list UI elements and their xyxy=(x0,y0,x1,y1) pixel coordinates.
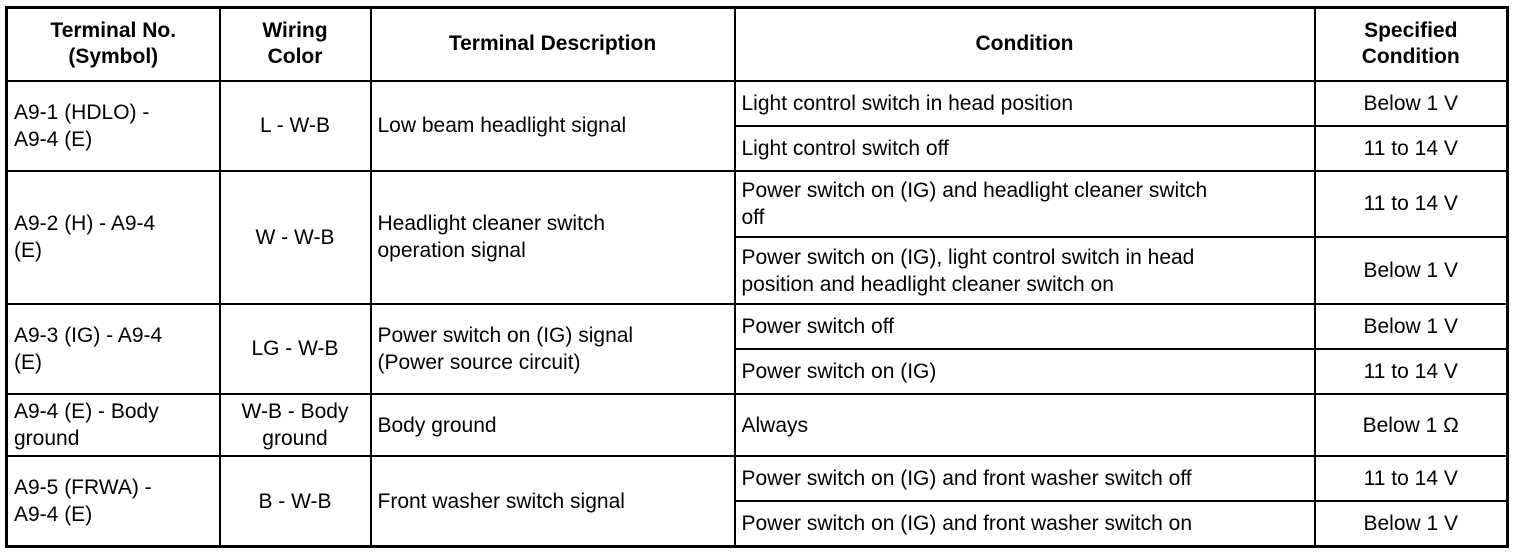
header-specified-line2: Condition xyxy=(1361,45,1460,69)
terminal-cell xyxy=(7,456,220,546)
condition-line1: Power switch on (IG), light control switch in head xyxy=(741,245,1195,269)
specified-cell: Below 1 Ω xyxy=(1315,394,1508,456)
specified-cell: Below 1 V xyxy=(1315,304,1508,349)
wiring-cell: W - W-B xyxy=(220,171,371,304)
condition-cell: Light control switch in head position xyxy=(735,81,1315,126)
wiring-line1: W-B - Body xyxy=(241,400,349,424)
terminal-line1: A9-2 (H) - A9-4 xyxy=(14,212,156,236)
specified-cell: Below 1 V xyxy=(1315,81,1508,126)
header-description: Terminal Description xyxy=(371,8,735,81)
terminal-line2: (E) xyxy=(14,239,42,263)
header-terminal-line1: Terminal No. xyxy=(50,19,177,43)
header-terminal-line2: (Symbol) xyxy=(68,45,159,69)
condition-cell: Power switch on (IG) xyxy=(735,349,1315,394)
terminal-spec-table xyxy=(5,6,1509,548)
condition-cell: Power switch on (IG) and front washer switch off xyxy=(735,456,1315,501)
description-cell xyxy=(371,171,735,304)
terminal-line2: A9-4 (E) xyxy=(14,503,93,527)
condition-cell: Always xyxy=(735,394,1315,456)
description-cell: Front washer switch signal xyxy=(371,456,735,546)
header-specified-line1: Specified xyxy=(1364,19,1458,43)
condition-cell: Power switch on (IG) and front washer switch on xyxy=(735,501,1315,546)
terminal-line1: A9-3 (IG) - A9-4 xyxy=(14,323,163,347)
description-line1: Power switch on (IG) signal xyxy=(377,323,634,347)
specified-cell: 11 to 14 V xyxy=(1315,126,1508,171)
condition-line1: Power switch on (IG) and headlight cleaner switch xyxy=(741,178,1208,202)
specified-cell: 11 to 14 V xyxy=(1315,171,1508,238)
wiring-line2: ground xyxy=(262,427,328,451)
description-cell: Low beam headlight signal xyxy=(371,81,735,171)
wiring-cell: L - W-B xyxy=(220,81,371,171)
condition-line2: off xyxy=(741,205,765,229)
table-row xyxy=(7,304,1508,349)
condition-cell: Light control switch off xyxy=(735,126,1315,171)
table-row xyxy=(7,171,1508,238)
description-cell: Body ground xyxy=(371,394,735,456)
specified-cell: Below 1 V xyxy=(1315,501,1508,546)
header-row xyxy=(7,8,1508,81)
condition-cell xyxy=(735,171,1315,238)
header-terminal xyxy=(7,8,220,81)
header-condition: Condition xyxy=(735,8,1315,81)
terminal-line1: A9-5 (FRWA) - xyxy=(14,476,152,500)
description-line2: operation signal xyxy=(377,239,526,263)
wiring-cell: B - W-B xyxy=(220,456,371,546)
table-row xyxy=(7,394,1508,456)
terminal-line2: ground xyxy=(14,427,80,451)
condition-cell: Power switch off xyxy=(735,304,1315,349)
header-wiring-line1: Wiring xyxy=(262,19,328,43)
terminal-cell xyxy=(7,394,220,456)
table-row xyxy=(7,456,1508,501)
condition-cell xyxy=(735,237,1315,304)
terminal-cell xyxy=(7,171,220,304)
wiring-cell xyxy=(220,394,371,456)
specified-cell: 11 to 14 V xyxy=(1315,456,1508,501)
terminal-line1: A9-4 (E) - Body xyxy=(14,400,159,424)
description-line1: Headlight cleaner switch xyxy=(377,212,606,236)
header-specified xyxy=(1315,8,1508,81)
condition-line2: position and headlight cleaner switch on xyxy=(741,272,1114,296)
terminal-cell xyxy=(7,304,220,394)
terminal-cell xyxy=(7,81,220,171)
terminal-line1: A9-1 (HDLO) - xyxy=(14,100,150,124)
description-line2: (Power source circuit) xyxy=(377,350,581,374)
terminal-line2: A9-4 (E) xyxy=(14,127,93,151)
wiring-cell: LG - W-B xyxy=(220,304,371,394)
specified-cell: Below 1 V xyxy=(1315,237,1508,304)
terminal-line2: (E) xyxy=(14,350,42,374)
table-row xyxy=(7,81,1508,126)
description-cell xyxy=(371,304,735,394)
header-wiring-line2: Color xyxy=(267,45,323,69)
header-wiring xyxy=(220,8,371,81)
specified-cell: 11 to 14 V xyxy=(1315,349,1508,394)
